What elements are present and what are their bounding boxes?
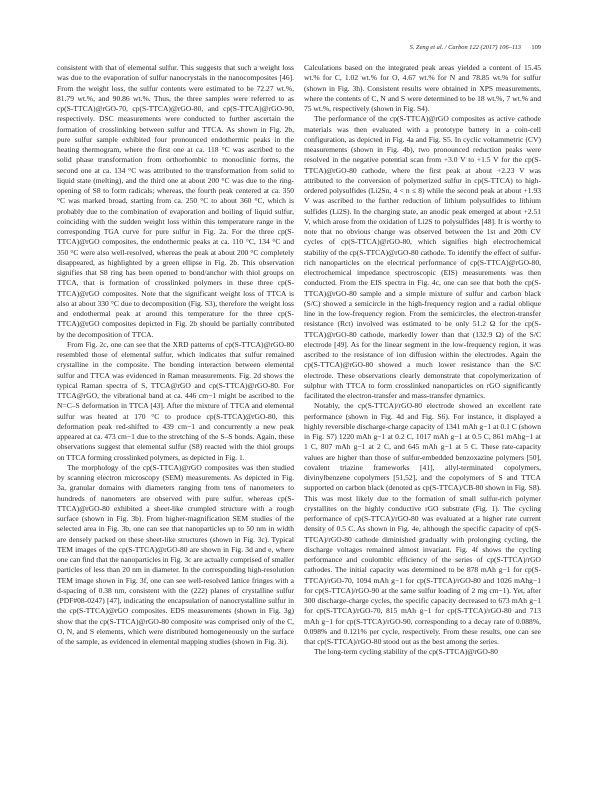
paragraph: The long-term cycling stability of the cp(S-TTCA)@rGO-80 bbox=[314, 647, 498, 657]
paragraph: consistent with that of elemental sulfur. This suggests that such a weight loss was due to the evaporation of sulfur nanocrystals in the nanocomposites [46]. From the weight loss, the sulfur contents were estimated to be 72.27 wt.%, 81.79 wt.%, and 90.86 wt.%. Thus, the three samples were referred to as cp(S-TTCA)@rGO-70, cp(S-TTCA)@rGO-80, and cp(S-TTCA)@rGO-90, respectively. DSC measurements were conducted to further ascertain the formation of crosslinking between sulfur and TTCA. As shown in Fig. 2b, pure sulfur sample exhibited four pronounced endothermic peaks in the heating thermogram, where the first one at ca. 118 °C was ascribed to the solid phase transformation from orthorhombic to monoclinic forms, the second one at ca. 134 °C was attributed to the transformation from solid to liquid state (melting), and the third one at about 200 °C was due to the ring-opening of S8 to form radicals; whereas, the fourth peak centered at ca. 350 °C was marked broad, starting from ca. 250 °C to about 360 °C, which is probably due to the combination of evaporation and boiling of liquid sulfur, coinciding with the sudden weight loss within this temperature range in the corresponding TGA curve for pure sulfur in Fig. 2a. For the three cp(S-TTCA)@rGO composites, the endothermic peaks at ca. 110 °C, 134 °C and 350 °C were also well-resolved, whereas the peak at about 200 °C completely disappeared, as highlighted by a green ellipse in Fig. 2b. This observation signifies that S8 ring has been opened to bond/anchor with thiol groups on TTCA, that is formation of crosslinked polymers in these three cp(S-TTCA)@rGO composites. Note that the significant weight loss of TTCA is also at about 330 °C due to decomposition (Fig. S3), therefore the weight loss and endothermal peak at around this temperature for the three cp(S-TTCA)@rGO composites depicted in Fig. 2b should be partially contributed by the decomposition of TTCA. bbox=[57, 63, 294, 339]
paragraph: The morphology of the cp(S-TTCA)@rGO composites was then studied by scanning electron microscopy (SEM) measurements. As depicted in Fig. 3a, granular domains with diameters ranging from tens of nanometers to hundreds of nanometers are observed with pure sulfur, whereas cp(S-TTCA)@rGO-80 exhibited a sheet-like crumpled structure with a rough surface (shown in Fig. 3b). From higher-magnification SEM studies of the selected area in Fig. 3b, one can see that nanoparticles up to 50 nm in width are densely packed on these sheet-like structures (shown in Fig. 3c). Typical TEM images of the cp(S-TTCA)@rGO-80 are shown in Fig. 3d and e, where one can find that the nanoparticles in Fig. 3c are actually comprised of smaller particles of less than 20 nm in diameter. In the corresponding high-resolution TEM image shown in Fig. 3f, one can see well-resolved lattice fringes with a d-spacing of 0.38 nm, consistent with the (222) planes of crystalline sulfur (PDF#08-0247) [47], indicating the encapsulation of nanocrystalline sulfur in the cp(S-TTCA)@rGO composites. EDS measurements (shown in Fig. 3g) show that the cp(S-TTCA)@rGO-80 composite was comprised only of the C, O, N, and S elements, which were distributed homogeneously on the surface of the sample, as evidenced in elemental mapping studies (shown in Fig. 3i). bbox=[57, 462, 294, 646]
paragraph: The performance of the cp(S-TTCA)@rGO composites as active cathode materials was then evaluated with a prototype battery in a coin-cell configuration, as depicted in Fig. 4a and Fig. S5. In cyclic voltammetric (CV) measurements (shown in Fig. 4b), two pronounced reduction peaks were resolved in the negative potential scan from +3.0 V to +1.5 V for the cp(S-TTCA)@rGO-80 cathode, where the first peak at about +2.23 V was attributed to the conversion of polymerized sulfur in cp(S-TTCA) to high-ordered polysulfides (Li2Sn, 4 < n ≤ 8) while the second peak at about +1.93 V was ascribed to the further reduction of lithium polysulfides to lithium sulfides (Li2S). In the charging state, an anodic peak emerged at about +2.51 V, which arose from the oxidation of Li2S to polysulfides [48]. It is worthy to note that no obvious change was observed between the 1st and 20th CV cycles of cp(S-TTCA)@rGO-80, which signifies high electrochemical stability of the cp(S-TTCA)@rGO-80 cathode. To identify the effect of sulfur-rich nanoparticles on the electrical performance of cp(S-TTCA)@rGO-80, electrochemical impedance spectroscopic (EIS) measurements was then conducted. From the EIS spectra in Fig. 4c, one can see that both the cp(S-TTCA)@rGO-80 sample and a simple mixture of sulfur and carbon black (S/C) showed a semicircle in the high-frequency region and a radial oblique line in the low-frequency region. From the semicircles, the electron-transfer resistance (Rct) involved was estimated to be only 51.2 Ω for the cp(S-TTCA)@rGO-80 cathode, markedly lower than that (132.9 Ω) of the S/C electrode [49]. As for the linear segment in the low-frequency region, it was ascribed to the resistance of ion diffusion within the electrodes. Again the cp(S-TTCA)@rGO-80 showed a much lower resistance than the S/C electrode. These observations clearly demonstrate that copolymerization of sulphur with TTCA to form crosslinked nanoparticles on rGO significantly facilitated the electron-transfer and mass-transfer dynamics. bbox=[304, 114, 541, 400]
page-header bbox=[57, 44, 541, 56]
right-column bbox=[304, 63, 541, 658]
paragraph: Notably, the cp(S-TTCA)/rGO-80 electrode showed an excellent rate performance (shown in Fig. 4d and Fig. S6). For instance, it displayed a highly reversible discharge-charge capacity of 1341 mAh g−1 at 0.1 C (shown in Fig. S7) 1220 mAh g−1 at 0.2 C, 1017 mAh g−1 at 0.5 C, 861 mAhg−1 at 1 C, 807 mAh g−1 at 2 C, and 645 mAh g−1 at 5 C. These rate-capacity values are higher than those of sulfur-embedded benzoxazine polymers [50], covalent triazine frameworks [41], allyl-terminated copolymers, divinylbenzene copolymers [51,52], and the copolymers of S and TTCA supported on carbon black (denoted as cp(S-TTCA)/CB-80 shown in Fig. S8). This was most likely due to the formation of small sulfur-rich polymer crystallites on the highly conductive rGO substrate (Fig. 1). The cycling performance of cp(S-TTCA)/rGO-80 was evaluated at a higher rate current density of 0.5 C. As shown in Fig. 4e, although the specific capacity of cp(S-TTCA)/rGO-80 cathode diminished gradually with prolonging cycling, the discharge voltages remained almost invariant. Fig. 4f shows the cycling performance and coulombic efficiency of the series of cp(S-TTCA)/rGO cathodes. The initial capacity was determined to be 878 mAh g−1 for cp(S-TTCA)/rGO-70, 1094 mAh g−1 for cp(S-TTCA)/rGO-80 and 1026 mAhg−1 for cp(S-TTCA)/rGO-90 at the same sulfur loading of 2 mg cm−1). Yet, after 300 discharge-charge cycles, the specific capacity decreased to 673 mAh g−1 for cp(S-TTCA)/rGO-70, 815 mAh g−1 for cp(S-TTCA)/rGO-80 and 713 mAh g−1 for cp(S-TTCA)/rGO-90, corresponding to a decay rate of 0.088%, 0.098% and 0.121% per cycle, respectively. From these results, one can see that cp(S-TTCA)/rGO-80 stood out as the best among the series. bbox=[304, 401, 541, 646]
left-column bbox=[57, 63, 294, 647]
running-title: S. Zeng et al. / Carbon 122 (2017) 106–113 bbox=[409, 44, 521, 51]
page-number: 109 bbox=[531, 44, 541, 51]
paragraph: From Fig. 2c, one can see that the XRD patterns of cp(S-TTCA)@rGO-80 resembled those of elemental sulfur, which indicates that sulfur remained crystalline in the composite. The bonding interaction between elemental sulfur and TTCA was evidenced in Raman measurements. Fig. 2d shows the typical Raman spectra of S, TTCA@rGO and cp(S-TTCA)@rGO-80. For TTCA@rGO, the vibrational band at ca. 446 cm−1 might be ascribed to the N=C–S deformation in TTCA [43]. After the mixture of TTCA and elemental sulfur was heated at 170 °C to produce cp(S-TTCA)@rGO-80, this deformation peak red-shifted to 439 cm−1 and concurrently a new peak appeared at ca. 473 cm−1 due to the stretching of the S–S bonds. Again, these observations suggest that elemental sulfur (S8) reacted with the thiol groups on TTCA forming crosslinked polymers, as depicted in Fig. 1. bbox=[57, 339, 294, 462]
paragraph: Calculations based on the integrated peak areas yielded a content of 15.45 wt.% for C, 1.02 wt.% for O, 4.67 wt.% for N and 78.85 wt.% for sulfur (shown in Fig. 3h). Consistent results were obtained in XPS measurements, where the contents of C, N and S were determined to be 18 wt.%, 7 wt.% and 75 wt.%, respectively (shown in Fig. S4). bbox=[304, 63, 541, 113]
